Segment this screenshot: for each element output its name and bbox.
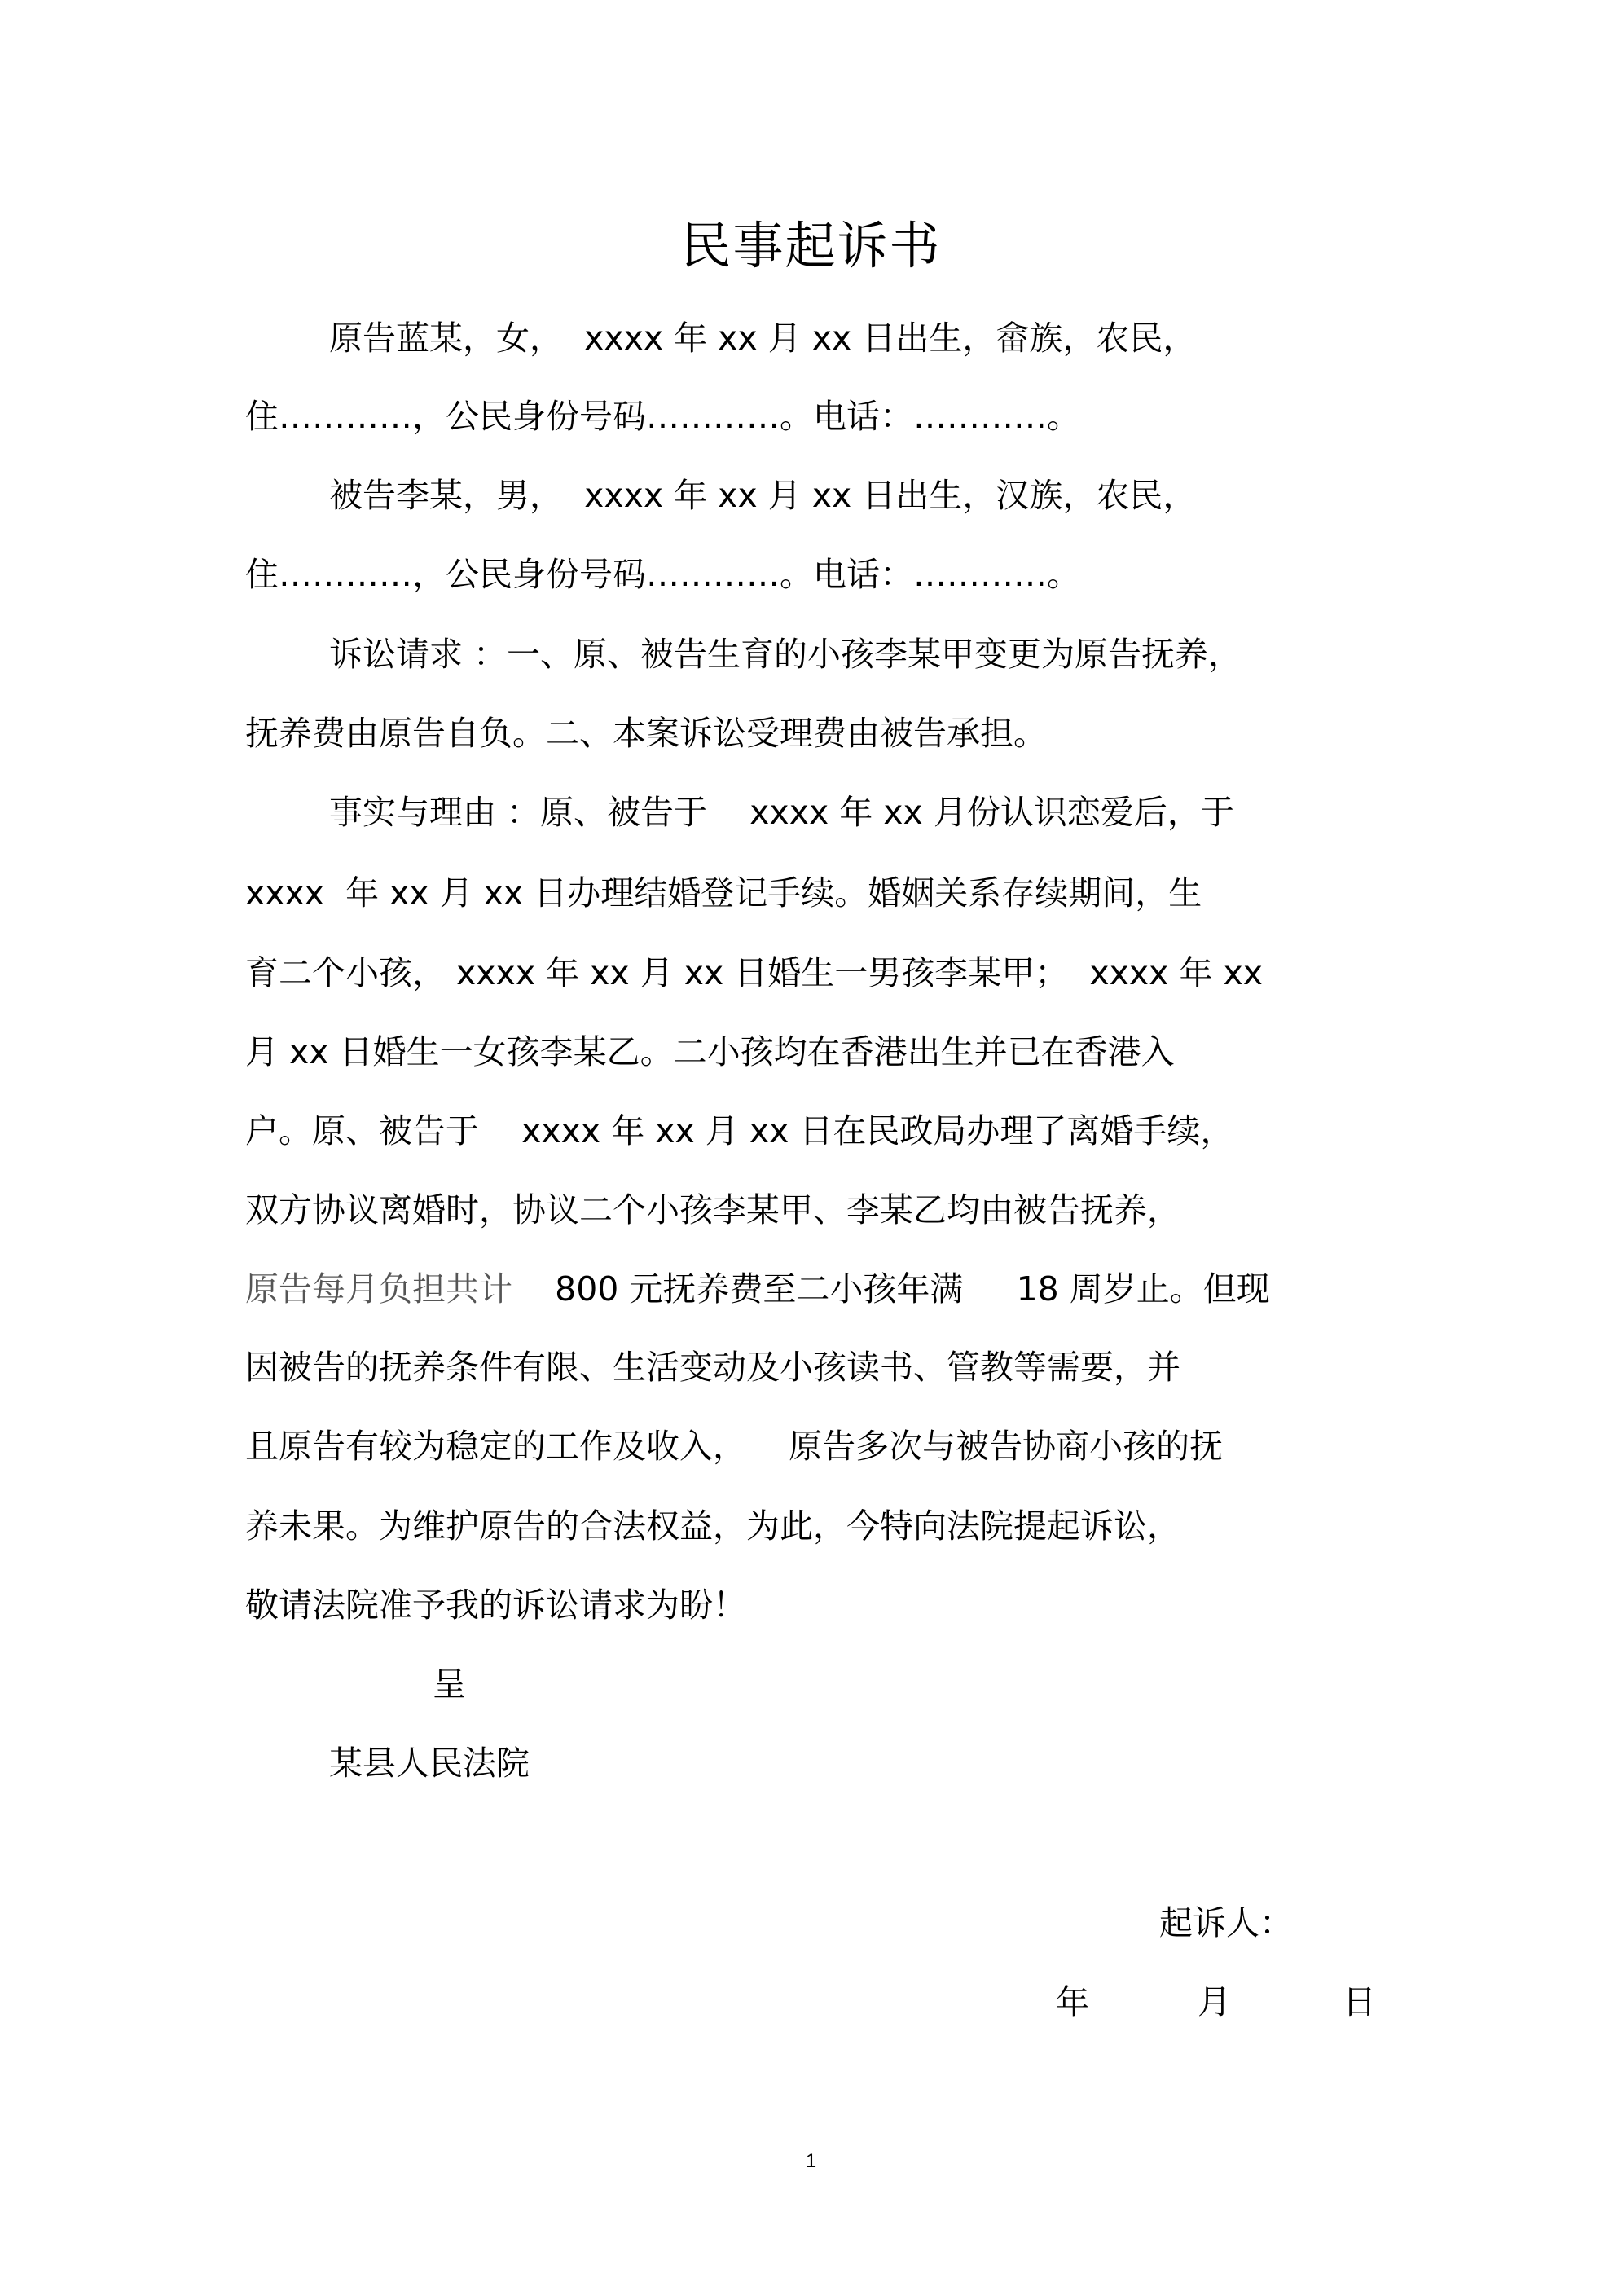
- facts-line-6: 双方协议离婚时，协议二个小孩李某甲、李某乙均由被告抚养，: [245, 1190, 1180, 1229]
- facts-line-4: 月 xx 日婚生一女孩李某乙。二小孩均在香港出生并已在香港入: [245, 1032, 1175, 1071]
- submit-to-label: 呈: [433, 1665, 466, 1704]
- facts-line-10: 养未果。为维护原告的合法权益，为此，今特向法院提起诉讼，: [245, 1506, 1180, 1546]
- court-name: 某县人民法院: [329, 1744, 530, 1783]
- page-number: 1: [805, 2150, 817, 2172]
- facts-line-11: 敬请法院准予我的诉讼请求为盼！: [245, 1586, 746, 1625]
- defendant-line-1: 被告李某，男， xxxx 年 xx 月 xx 日出生，汉族，农民，: [329, 476, 1197, 515]
- claims-line-2: 抚养费由原告自负。二、本案诉讼受理费由被告承担。: [245, 714, 1047, 753]
- date-year-label: 年: [1056, 1982, 1089, 2021]
- facts-line-3: 育二个小孩， xxxx 年 xx 月 xx 日婚生一男孩李某甲； xxxx 年 xx: [245, 953, 1264, 992]
- facts-line-7-rest: 800 元抚养费至二小孩年满 18 周岁止。但现: [512, 1269, 1270, 1309]
- facts-line-2: xxxx 年 xx 月 xx 日办理结婚登记手续。婚姻关系存续期间，生: [245, 873, 1202, 913]
- facts-line-5: 户。原、被告于 xxxx 年 xx 月 xx 日在民政局办理了离婚手续，: [245, 1111, 1234, 1150]
- facts-line-1: 事实与理由 ：原、被告于 xxxx 年 xx 月份认识恋爱后，于: [329, 793, 1234, 832]
- facts-line-9: 且原告有较为稳定的工作及收入， 原告多次与被告协商小孩的抚: [245, 1427, 1224, 1466]
- claims-line-1: 诉讼请求 ：一、原、被告生育的小孩李某甲变更为原告抚养，: [329, 635, 1242, 674]
- date-month-label: 月: [1198, 1982, 1231, 2021]
- facts-line-7-prefix: 原告每月负担共计: [245, 1269, 512, 1309]
- facts-line-8: 因被告的抚养条件有限、生活变动及小孩读书、管教等需要，并: [245, 1348, 1180, 1387]
- plaintiff-line-1: 原告蓝某，女， xxxx 年 xx 月 xx 日出生，畲族，农民，: [329, 319, 1197, 358]
- facts-line-7: [245, 1265, 1270, 1313]
- document-title: 民事起诉书: [680, 216, 942, 275]
- defendant-line-2: 住…………，公民身份号码…………。电话：…………。: [245, 555, 1080, 594]
- plaintiff-line-2: 住…………，公民身份号码…………。电话：…………。: [245, 397, 1080, 436]
- plaintiff-signature-label: 起诉人：: [1159, 1903, 1293, 1942]
- date-day-label: 日: [1343, 1982, 1376, 2021]
